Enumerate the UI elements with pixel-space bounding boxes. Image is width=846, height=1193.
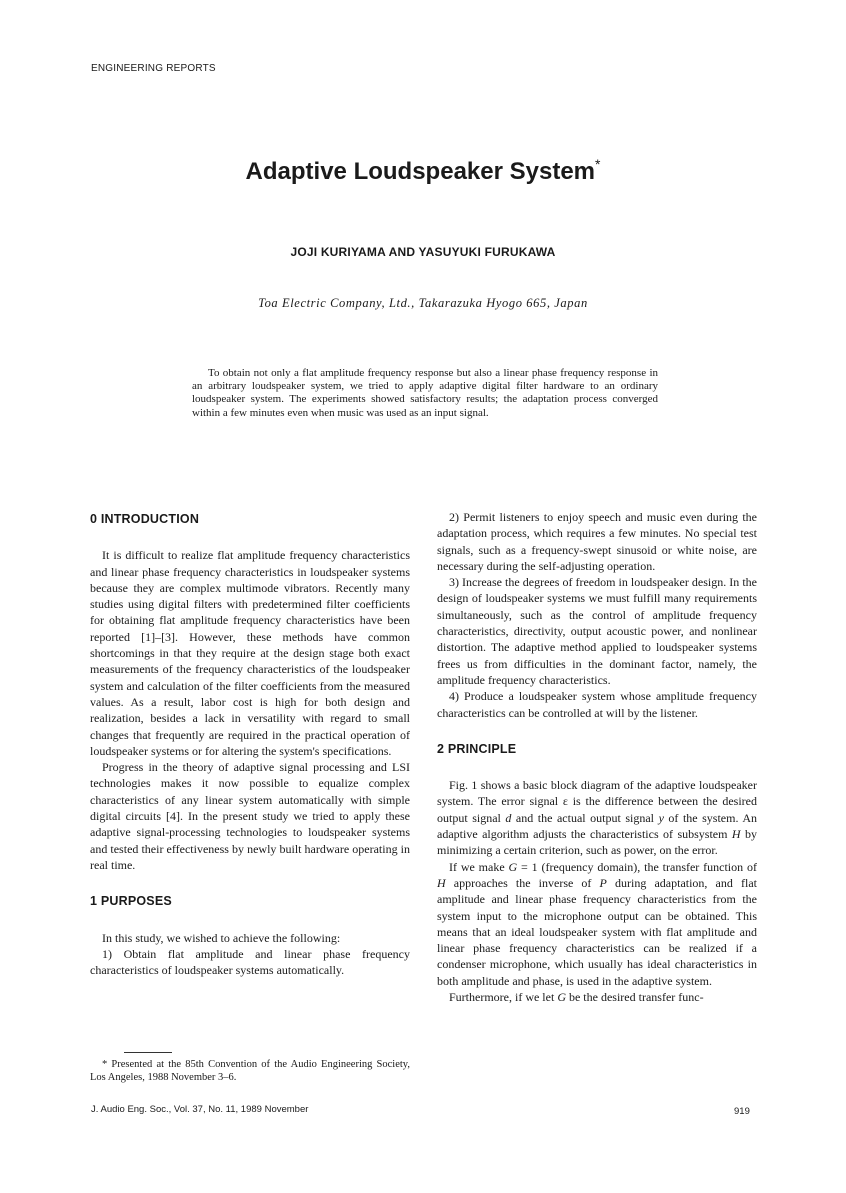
affiliation: Toa Electric Company, Ltd., Takarazuka Hyogo 665, Japan [258,296,588,310]
purposes-item-1: 1) Obtain flat amplitude and linear phase frequency characteristics of loudspeaker systems automatically. [90,946,410,978]
intro-paragraph-2: Progress in the theory of adaptive signal processing and LSI technologies makes it now possible to equalize complex characteristics of any linear system automatically with simple digital circuits [4]. In the present study we tried to apply these adaptive signal-processing technologies to loudspeaker systems and tested their effectiveness by newly built hardware operating in real time. [90,760,410,872]
abstract: To obtain not only a flat amplitude frequency response but also a linear phase frequency response in an arbitrary loudspeaker system, we tried to apply adaptive digital filter hardware to an ordinary loudspeaker system. The experiments showed satisfactory results; the adaptation process converged within a few minutes even when music was used as an input signal. [192,367,658,419]
purposes-item-3: 3) Increase the degrees of freedom in loudspeaker design. In the design of loudspeaker systems we must fulfill many requirements simultaneously, such as the control of amplitude frequency characteristics, directivity, output acoustic power, and nonlinear distortion. The adaptive method applied to loudspeaker systems frees us from difficulties in the dominant factor, namely, the amplitude frequency characteristics. [437,575,757,687]
purposes-item-4: 4) Produce a loudspeaker system whose amplitude frequency characteristics can be controlled at will by the listener. [437,689,757,720]
paper-title [0,158,846,186]
footnote: * Presented at the 85th Convention of the Audio Engineering Society, Los Angeles, 1988 November 3–6. [90,1059,410,1083]
running-head: ENGINEERING REPORTS [91,63,216,74]
left-column [90,511,410,978]
journal-citation: J. Audio Eng. Soc., Vol. 37, No. 11, 1989 November [91,1104,309,1115]
principle-paragraph-1: Fig. 1 shows a basic block diagram of the adaptive loudspeaker system. The error signal ε is the difference between the desired output signal d and the actual output signal y of the system. An adaptive algorithm adjusts the characteristics of subsystem H by minimizing a certain criterion, such as power, on the error. [437,778,758,858]
right-column [437,509,757,1005]
purposes-item-2: 2) Permit listeners to enjoy speech and music even during the adaptation process, which requires a few minutes. No special test signals, such as a frequency-swept sinusoid or white noise, are necessary during the self-adjusting operation. [437,510,757,573]
title-text: Adaptive Loudspeaker System [245,158,595,185]
page-number: 919 [734,1106,750,1117]
intro-paragraph-1: It is difficult to realize flat amplitude frequency characteristics and linear phase frequency characteristics in loudspeaker systems because they are complex multimode vibrators. Recently many studies using digital filters with predetermined filter coefficients for obtaining flat amplitude frequency characteristics have been reported [1]–[3]. However, these methods have common shortcomings in that they require at the design stage both exact measurements of the frequency characteristics of the loudspeaker system and calculation of the filter coefficients from the measured values. As a result, labor cost is high for both design and realization, besides a lack in versatility with regard to small changes that frequently are required in the practical operation of loudspeaker systems or for altering the system's specifications. [90,548,410,758]
purposes-paragraph-1: In this study, we wished to achieve the following: [102,930,341,945]
title-footnote-marker: * [595,156,601,172]
section-heading-purposes: 1 PURPOSES [90,894,172,909]
principle-paragraph-2: If we make G = 1 (frequency domain), the transfer function of H approaches the inverse of P during adaptation, and flat amplitude and linear phase frequency characteristics from the system input to the microphone output can be obtained. This means that an ideal loudspeaker system with flat amplitude and linear phase frequency characteristics can be realized if a condenser microphone, which usually has ideal characteristics in both amplitude and phase, is used in the adaptive system. [437,859,757,988]
section-heading-introduction: 0 INTRODUCTION [90,512,200,526]
section-heading-principle: 2 PRINCIPLE [437,741,517,756]
footnote-rule [124,1052,172,1053]
principle-paragraph-3: Furthermore, if we let G be the desired transfer func- [449,990,704,1005]
authors: JOJI KURIYAMA AND YASUYUKI FURUKAWA [290,245,556,259]
